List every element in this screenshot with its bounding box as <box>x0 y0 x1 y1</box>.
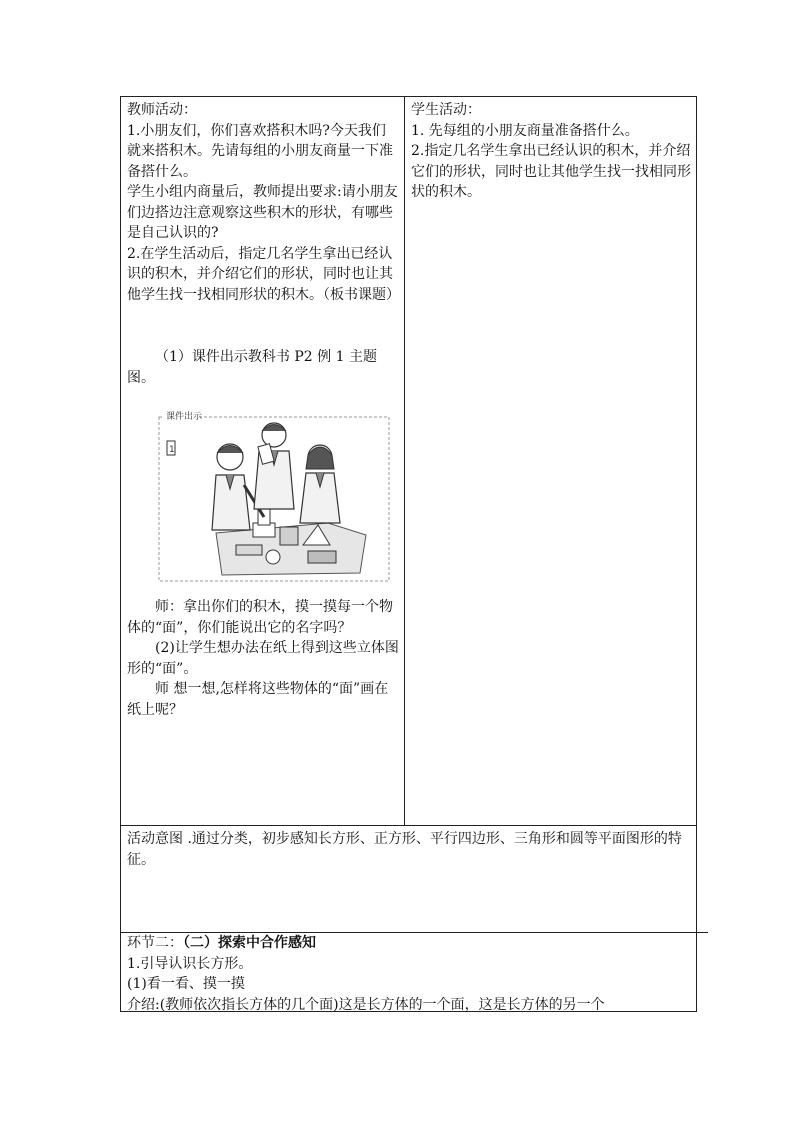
intent-text: 活动意图 .通过分类，初步感知长方形、正方形、平行四边形、三角形和圆等平面图形的特征。 <box>127 831 682 868</box>
activity-row <box>121 97 696 826</box>
lesson-table <box>120 96 697 1012</box>
teacher-paragraph-7: 师 想一想,怎样将这些物体的“面”画在纸上呢？ <box>127 681 389 718</box>
section-two-title <box>127 933 702 954</box>
teacher-paragraph-4: （1）课件出示教科书 P2 例 1 主题图。 <box>127 349 377 386</box>
teacher-question-block <box>127 597 399 720</box>
teacher-intro-block <box>127 100 399 305</box>
student-activity-cell <box>405 97 708 828</box>
section-two-bold-title: （二）探索中合作感知 <box>183 935 316 951</box>
student-paragraph-1: 1. 先每组的小朋友商量准备搭什么。 <box>411 122 639 139</box>
teacher-paragraph-6: (2)让学生想办法在纸上得到这些立体图形的“面”。 <box>127 640 399 677</box>
figure-tag: 1 <box>169 445 175 455</box>
courseware-block <box>127 347 399 388</box>
student-heading: 学生活动： <box>411 102 481 118</box>
example-figure <box>158 405 390 583</box>
teacher-paragraph-3: 2.在学生活动后，指定几名学生拿出已经认识的积木，并介绍它们的形状，同时也让其他学生找一找相同形状的积木。（板书课题） <box>127 245 400 303</box>
student-paragraph-2: 2.指定几名学生拿出已经认识的积木，并介绍它们的形状，同时也让其他学生找一找相同形状的积木。 <box>411 143 691 200</box>
teacher-paragraph-1: 1.小朋友们，你们喜欢搭积木吗?今天我们就来搭积木。先请每组的小朋友商量一下准备搭什么。 <box>127 122 393 180</box>
teacher-heading: 教师活动： <box>127 102 197 118</box>
teacher-paragraph-5: 师：拿出你们的积木，摸一摸每一个物体的“面”，你们能说出它的名字吗？ <box>127 599 393 636</box>
figure-label: 课件出示 <box>166 412 203 422</box>
section-two-line-3: 介绍:(教师依次指长方体的几个面)这是长方体的一个面，这是长方体的另一个 <box>127 996 605 1013</box>
teacher-paragraph-2: 学生小组内商量后，教师提出要求:请小朋友们边搭边注意观察这些积木的形状，有哪些是自己认识的? <box>127 184 398 241</box>
section-two-line-2: (1)看一看、摸一摸 <box>127 976 245 992</box>
section-two-row <box>121 930 708 1015</box>
section-two-prefix: 环节二： <box>127 935 183 951</box>
section-two-line-1: 1.引导认识长方形。 <box>127 955 253 972</box>
intent-row <box>121 826 708 933</box>
teacher-activity-cell <box>121 97 405 825</box>
